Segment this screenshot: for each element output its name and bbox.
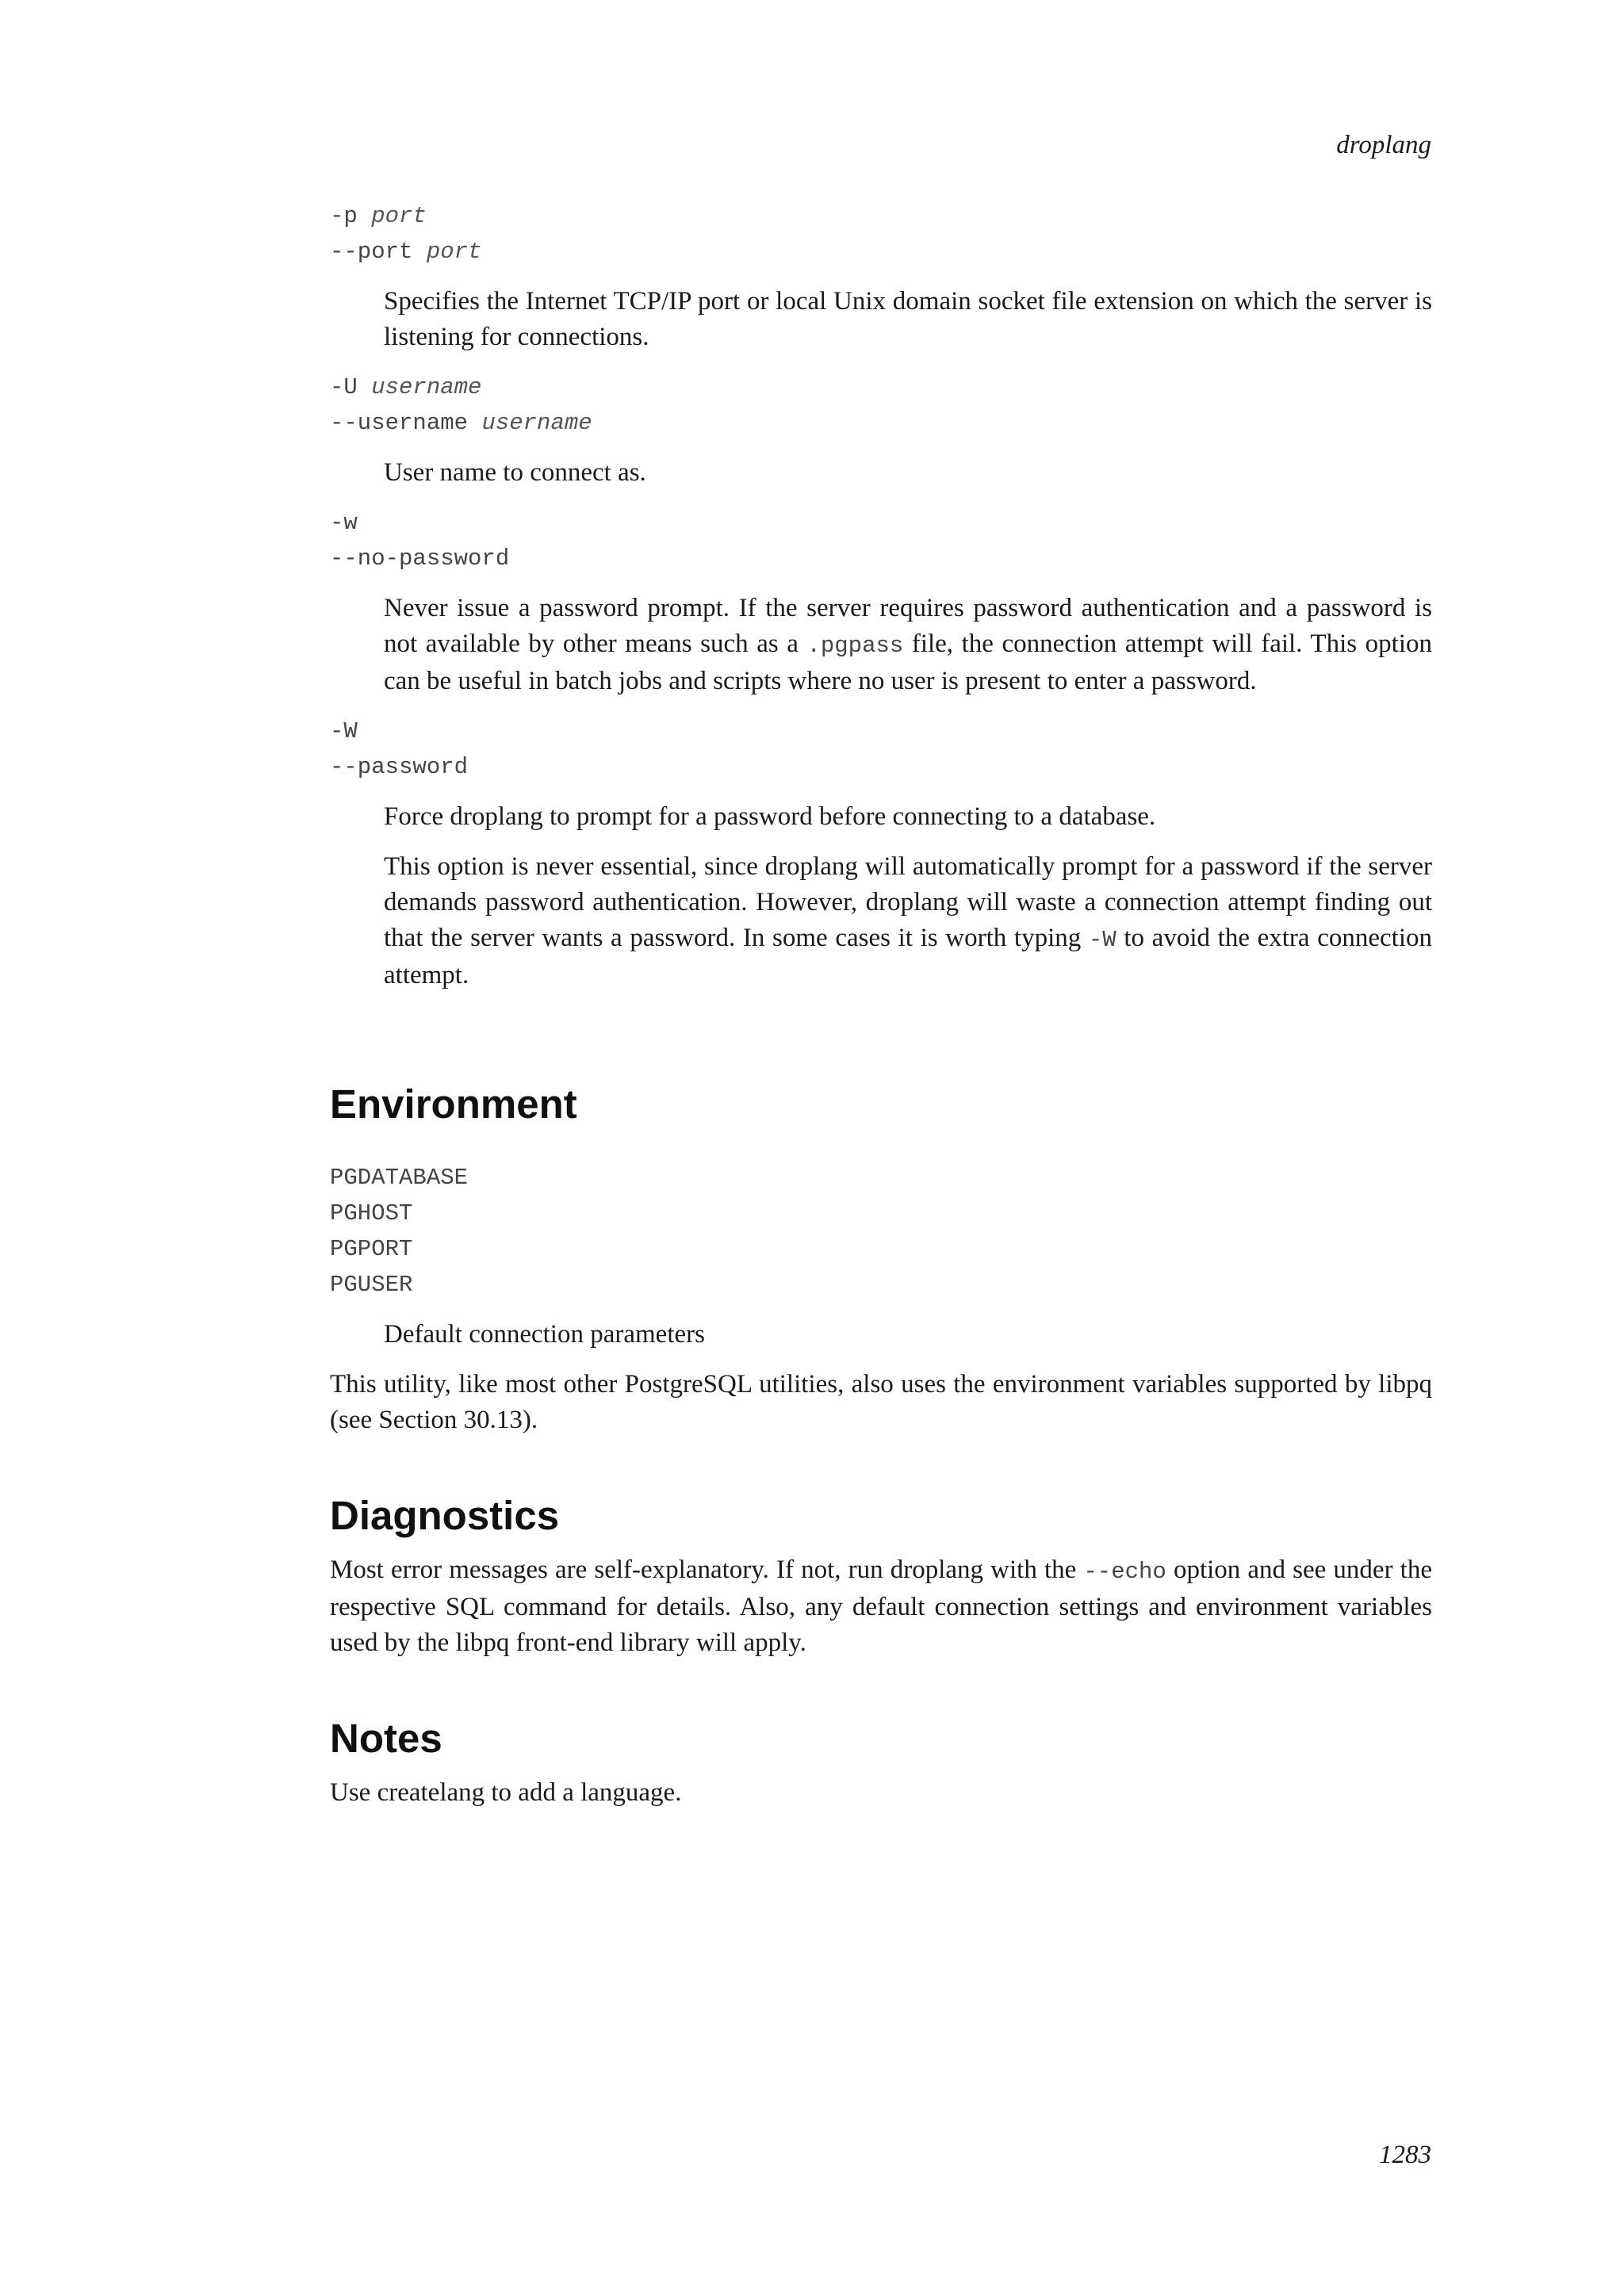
inline-code: -W <box>1088 927 1116 953</box>
option-description <box>384 849 1432 993</box>
paragraph-text: Most error messages are self-explanatory. If not, run droplang with the <box>330 1556 1084 1584</box>
diagnostics-heading: Diagnostics <box>330 1493 560 1538</box>
env-vars-description: Default connection parameters <box>384 1320 705 1349</box>
running-header: droplang <box>1336 131 1431 159</box>
notes-heading: Notes <box>330 1716 442 1761</box>
inline-code: .pgpass <box>806 633 904 659</box>
page-number: 1283 <box>1379 2141 1431 2169</box>
env-var: PGUSER <box>330 1272 413 1298</box>
option-term <box>330 234 1432 270</box>
option-description <box>384 591 1432 699</box>
option-no-password <box>330 505 1432 699</box>
option-arg: username <box>481 410 592 436</box>
option-long-flag: --username <box>330 410 469 436</box>
option-description: Force droplang to prompt for a password before connecting to a database. <box>384 802 1156 831</box>
option-arg: port <box>371 203 427 229</box>
option-description: User name to connect as. <box>384 458 646 487</box>
description-text: Never issue a password prompt. If the server requires password authentication and a password is not available by other means such as a <box>384 594 1432 658</box>
environment-vars <box>330 1160 1432 1353</box>
option-long-flag: --no-password <box>330 545 510 572</box>
option-short-flag: -U <box>330 374 358 400</box>
option-port <box>330 198 1432 355</box>
option-term <box>330 405 1432 441</box>
environment-paragraph: This utility, like most other PostgreSQL utilities, also uses the environment variables supported by libpq (see Section 30.13). <box>330 1370 1432 1434</box>
env-var: PGHOST <box>330 1200 413 1226</box>
option-term <box>330 198 1432 234</box>
description-text: to avoid the extra connection attempt. <box>384 924 1432 989</box>
notes-paragraph: Use createlang to add a language. <box>330 1778 682 1807</box>
option-password <box>330 714 1432 993</box>
page-content <box>330 198 1432 1811</box>
environment-heading: Environment <box>330 1081 577 1127</box>
option-short-flag: -W <box>330 718 358 744</box>
env-var: PGDATABASE <box>330 1165 469 1191</box>
option-description: Specifies the Internet TCP/IP port or local Unix domain socket file extension on which the server is listening for connections. <box>384 287 1432 351</box>
option-short-flag: -p <box>330 203 358 229</box>
option-long-flag: --password <box>330 754 469 780</box>
diagnostics-paragraph <box>330 1552 1432 1661</box>
env-var: PGPORT <box>330 1236 413 1262</box>
option-username <box>330 369 1432 491</box>
option-short-flag: -w <box>330 510 358 536</box>
option-arg: username <box>371 374 482 400</box>
option-long-flag: --port <box>330 239 413 265</box>
inline-code: --echo <box>1083 1559 1166 1585</box>
option-arg: port <box>426 239 482 265</box>
option-term <box>330 369 1432 405</box>
description-text: This option is never essential, since droplang will automatically prompt for a password if the server demands password authentication. However, droplang will waste a connection attempt finding out that the server wants a password. In some cases it is worth typing <box>384 852 1432 952</box>
paragraph-text: option and see under the respective SQL command for details. Also, any default connection settings and environment variables used by the libpq front-end library will apply. <box>330 1556 1433 1657</box>
description-text: file, the connection attempt will fail. This option can be useful in batch jobs and scripts where no user is present to enter a password. <box>384 629 1432 695</box>
